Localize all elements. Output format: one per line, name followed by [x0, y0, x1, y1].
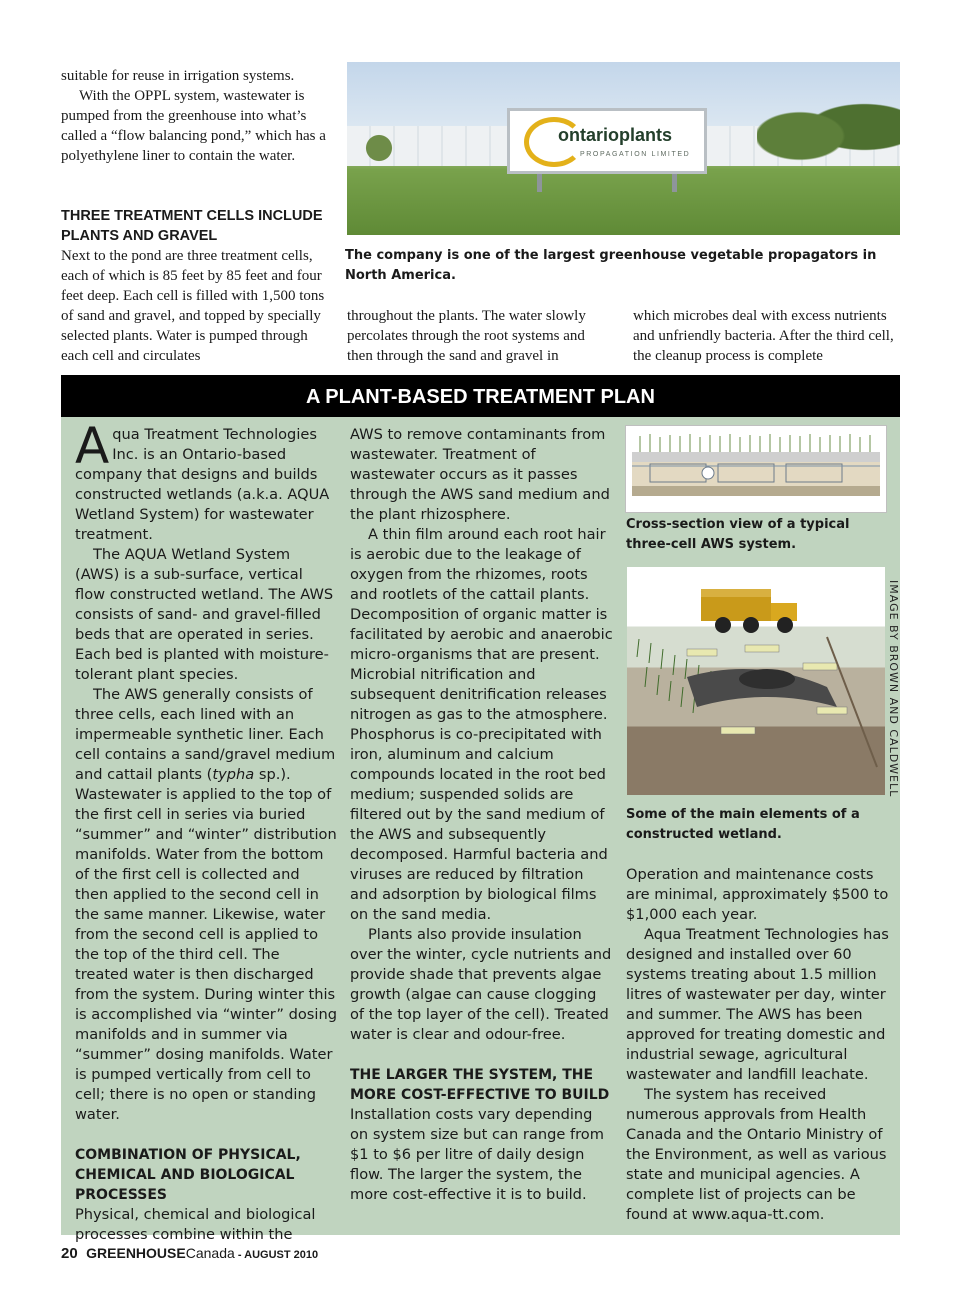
sidebar-col2-para-3: Plants also provide insulation over the winter, cycle nutrients and provide shade that prevents algae growth (algae can cause clogging of the top layer of the cell). Treated water is clear and odour-free. — [350, 926, 612, 1043]
logo-text: ontarioplants — [558, 125, 673, 145]
wetland-elements-diagram — [627, 567, 885, 795]
issue-date: - AUGUST 2010 — [234, 1249, 319, 1261]
col1-top-para-1: suitable for reuse in irrigation systems. — [61, 68, 295, 84]
ontario-plants-sign-photo — [347, 62, 900, 235]
cross-section-illustration — [626, 426, 886, 512]
wetland-caption: Some of the main elements of a constructed wetland. — [626, 807, 860, 842]
sidebar-col3-para-3: The system has received numerous approvals from Health Canada and the Ontario Ministry of the Environment, as well as various state and municipal agencies. A complete list of projects can be found at www.aqua-tt.com. — [626, 1086, 887, 1223]
wetland-illustration — [627, 567, 885, 795]
sidebar-col2-para-2: A thin film around each root hair is aerobic due to the leakage of oxygen from the rhizomes, roots and rootlets of the cattail plants. Decomposition of organic matter is facilitated by aerobic and anaerobic micro-organisms that are present. Microbial nitrification and subsequent denitrification releases nitrogen as gas to the atmosphere. Phosphorus is co-precipitated with iron, aluminum and calcium compounds located in the root bed medium; suspended solids are filtered out by the sand medium of the AWS and subsequently decomposed. Harmful bacteria and viruses are reduced by filtration and adsorption by biological films on the sand media. — [350, 526, 613, 923]
sidebar-para-4: Physical, chemical and biological processes combine within the — [75, 1206, 316, 1243]
sidebar-title: A PLANT-BASED TREATMENT PLAN — [61, 375, 900, 417]
sidebar-col3-para-2: Aqua Treatment Technologies has designed and installed over 60 systems treating about 1.5 million litres of wastewater per day, winter and summer. The AWS has been approved for treating domestic and industrial sewage, agricultural wastewater and landfill leachate. — [626, 926, 889, 1083]
sidebar-para-3: The AWS generally consists of three cells, each lined with an impermeable synthetic liner. Each cell contains a sand/gravel medium and cattail plants (typha sp.). Wastewater is applied to the top of the first cell in series via buried “summer” and “winter” distribution manifolds. Water from the bottom of the first cell is collected and then applied to the second cell in the same manner. Likewise, water from the second cell is applied to the top of the third cell. The treated water is then discharged from the system. During winter this is accomplished via “winter” dosing manifolds and in summer via “summer” dosing manifolds. Water is pumped vertically from cell to cell; there is no open or standing water. — [75, 686, 337, 1123]
sign-post-right — [672, 174, 677, 192]
image-credit — [884, 580, 900, 800]
sidebar-col3-para-1: Operation and maintenance costs are minimal, approximately $500 to $1,000 each year. — [626, 866, 889, 923]
page-number: 20 — [61, 1245, 78, 1262]
sidebar-heading-cost: THE LARGER THE SYSTEM, THE MORE COST-EFFECTIVE TO BUILD — [350, 1067, 610, 1103]
company-sign — [507, 108, 707, 174]
brand-canada: Canada — [185, 1245, 235, 1261]
section-heading-treatment-cells: THREE TREATMENT CELLS INCLUDE PLANTS AND GRAVEL — [61, 208, 323, 244]
tree-cluster — [757, 82, 900, 172]
sidebar-para-2: The AQUA Wetland System (AWS) is a sub-surface, vertical flow constructed wetland. The AWS consists of sand- and gravel-filled beds that are operated in series. Each bed is planted with moisture-tolerant plant species. — [75, 546, 334, 683]
col1-top-text — [61, 66, 331, 166]
col3-top-text: which microbes deal with excess nutrients and unfriendly bacteria. After the third cell, the cleanup process is complete — [633, 308, 894, 364]
tree — [359, 128, 399, 168]
cross-section-caption: Cross-section view of a typical three-cell AWS system. — [626, 517, 850, 552]
sidebar-col-1 — [75, 417, 337, 1245]
sidebar-col-2 — [350, 425, 614, 1205]
photo-caption: The company is one of the largest greenhouse vegetable propagators in North America. — [345, 248, 877, 283]
page-footer — [61, 1245, 318, 1263]
sidebar-col2-para-4: Installation costs vary depending on system size but can range from $1 to $6 per litre of daily design flow. The larger the system, the more cost-effective it is to build. — [350, 1106, 604, 1203]
brand-greenhouse: GREENHOUSE — [86, 1245, 186, 1261]
treatment-plan-sidebar — [61, 375, 900, 1243]
col1-section-para: Next to the pond are three treatment cells, each of which is 85 feet by 85 feet and four feet deep. Each cell is filled with 1,500 tons of sand and gravel, and topped by specially selected plants. Water is pumped through each cell and circulates — [61, 248, 325, 364]
sidebar-col-3 — [626, 865, 892, 1225]
sign-post-left — [537, 174, 542, 192]
image-credit-text: IMAGE BY BROWN AND CALDWELL — [887, 580, 900, 798]
drop-cap: A — [75, 417, 110, 475]
sidebar-col2-para-1: AWS to remove contaminants from wastewater. Treatment of wastewater occurs as it passes through the AWS sand medium and the plant rhizosphere. — [350, 426, 610, 523]
sidebar-para-1: Aqua Treatment Technologies Inc. is an Ontario-based company that designs and builds constructed wetlands (a.k.a. AQUA Wetland System) for wastewater treatment. — [75, 417, 330, 543]
sidebar-heading-processes: COMBINATION OF PHYSICAL, CHEMICAL AND BIOLOGICAL PROCESSES — [75, 1147, 301, 1203]
col1-section — [61, 206, 331, 366]
logo-subtext: PROPAGATION LIMITED — [580, 151, 691, 158]
col2-top-text: throughout the plants. The water slowly percolates through the root systems and then through the sand and gravel in — [347, 308, 586, 364]
cross-section-diagram — [625, 425, 887, 513]
col1-top-para-2: With the OPPL system, wastewater is pumped from the greenhouse into what’s called a “flow balancing pond,” which has a polyethylene liner to contain the water. — [61, 88, 326, 164]
